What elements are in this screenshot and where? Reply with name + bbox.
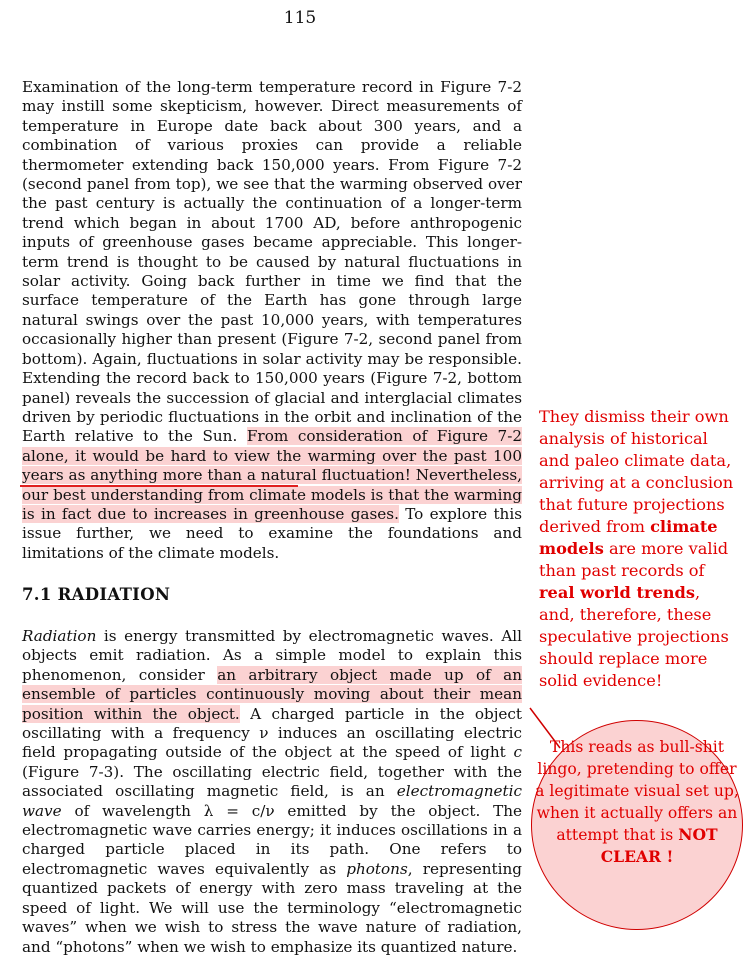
paragraph-text: [22, 627, 522, 957]
para2-text: of wavelength λ = c/ν emitted by the object. The electromagnetic wave carries energy; it induces oscillations in a charged particle placed in its path. One refers to electromagnetic waves equivalently as: [22, 801, 522, 878]
note-text: They dismiss their own analysis of historical and paleo climate data, arriving at a conclusion that future projections derived from: [539, 407, 734, 536]
para2-text: is energy transmitted by electromagnetic waves. All objects emit radiation. As a simple model to explain this phenomenon, consider: [22, 627, 522, 684]
var-c: c: [513, 743, 522, 762]
note-text: are more valid than past records of: [539, 539, 729, 580]
annotation-bubble-text: [532, 736, 742, 868]
para2-text: , representing quantized packets of energy with zero mass traveling at the speed of light. We will use the terminology “electromagnetic waves” when we wish to stress the wave nature of radiation, and “photons” when we wish to emphasize its quantized nature.: [22, 859, 522, 956]
annotation-note: [539, 406, 739, 692]
page-number: 115: [283, 8, 317, 28]
bubble-bold: NOT CLEAR !: [600, 825, 718, 866]
para2-text: (Figure 7-3). The oscillating electric field, together with the associated oscillating magnetic field, is an: [22, 762, 522, 801]
term-em-wave: electromagnetic wave: [22, 782, 522, 820]
term-photons: photons: [346, 859, 408, 878]
section-heading: 7.1 RADIATION: [22, 585, 171, 604]
note-text: , and, therefore, these speculative projections should replace more solid evidence!: [539, 583, 729, 690]
para1-text-end: To explore this issue further, we need to examine the foundations and limitations of the climate models.: [22, 504, 522, 562]
bubble-text: This reads as bull-shit lingo, pretending to offer a legitimate visual set up, when it actually offers an attempt that is: [535, 738, 739, 844]
term-radiation: Radiation: [22, 627, 97, 645]
highlighted-passage-2: an arbitrary object made up of an ensemble of particles continuously moving about their mean position within the object.: [22, 665, 522, 723]
para2-text: A charged particle in the object oscillating with a frequency ν induces an oscillating electric field propagating outside of the object at the speed of light: [22, 704, 523, 762]
body-paragraph-2: [22, 627, 522, 957]
para1-text: Examination of the long-term temperature record in Figure 7-2 may instill some skepticism, however. Direct measurements of temperature in Europe date back about 300 years, and a combination of various proxies can provide a reliable thermometer extending back 150,000 years. From Figure 7-2 (second panel from top), we see that the warming observed over the past century is actually the continuation of a longer-term trend which began in about 1700 AD, before anthropogenic inputs of greenhouse gases became appreciable. This longer-term trend is thought to be caused by natural fluctuations in solar activity. Going back further in time we find that the surface temperature of the Earth has gone through large natural swings over the past 10,000 years, with temperatures occasionally higher than present (Figure 7-2, second panel from bottom). Again, fluctuations in solar activity may be responsible. Extending the record back to 150,000 years (Figure 7-2, bottom panel) reveals the succession of glacial and interglacial climates driven by periodic fluctuations in the orbit and inclination of the Earth relative to the Sun.: [22, 78, 522, 446]
note-bold: real world trends: [539, 583, 695, 602]
body-paragraph-1: [22, 78, 522, 563]
highlighted-passage-1: From consideration of Figure 7-2 alone, it would be hard to view the warming over the past 100 years as anything more than a natural fluctuation! Nevertheless, our best understanding from climate models is that the warming is in fact due to increases in greenhouse gases.: [22, 427, 522, 523]
red-underline: [20, 485, 298, 487]
note-bold: climate models: [539, 517, 718, 558]
paragraph-text: [22, 78, 522, 563]
